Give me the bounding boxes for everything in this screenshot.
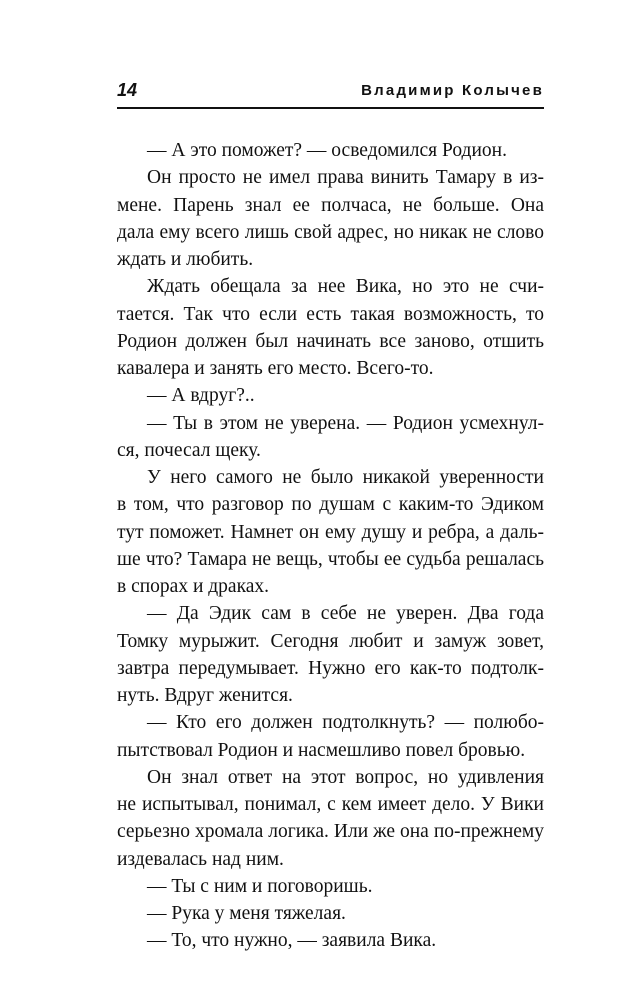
paragraph-line: серьезно хромала логика. Или же она по-прежнему (117, 821, 544, 843)
header-rule (117, 107, 544, 109)
paragraph-line: Он знал ответ на этот вопрос, но удивления (147, 766, 544, 788)
paragraph-line: — Рука у меня тяжелая. (147, 903, 346, 924)
paragraph-line: ждать и любить. (117, 249, 254, 270)
paragraph-line: завтра передумывает. Нужно его как-то подтолк- (117, 657, 544, 679)
paragraph-line: в спорах и драках. (117, 576, 270, 597)
running-head (117, 80, 544, 106)
paragraph-line: Родион должен был начинать все заново, отшить (117, 330, 544, 352)
paragraph-line: тут поможет. Намнет он ему душу и ребра, а даль- (117, 521, 544, 543)
paragraph-line: издевалась над ним. (117, 848, 284, 870)
paragraph-line: кавалера и занять его место. Всего-то. (117, 358, 434, 379)
paragraph-line: пытствовал Родион и насмешливо повел бровью. (117, 739, 526, 761)
paragraph-line: — Ты с ним и поговоришь. (147, 875, 373, 897)
paragraph-line: ше что? Тамара не вещь, чтобы ее судьба решалась (117, 548, 544, 570)
paragraph-line: — То, что нужно, — заявила Вика. (147, 930, 437, 952)
paragraph-line: — Ты в этом не уверена. — Родион усмехнул- (147, 412, 544, 434)
body-text (117, 137, 544, 955)
paragraph-line: — А вдруг?.. (147, 385, 255, 407)
paragraph-line: — Кто его должен подтолкнуть? — полюбо- (147, 712, 544, 734)
paragraph-line: Ждать обещала за нее Вика, но это не счи- (147, 276, 544, 298)
paragraph-line: Он просто не имел права винить Тамару в из- (147, 167, 544, 189)
paragraph-line: нуть. Вдруг женится. (117, 685, 293, 706)
paragraph-line: — А это поможет? — осведомился Родион. (147, 140, 507, 161)
paragraph-line: — Да Эдик сам в себе не уверен. Два года (147, 603, 544, 625)
paragraph-line: тается. Так что если есть такая возможность, то (117, 303, 544, 325)
paragraph-line: ся, почесал щеку. (117, 439, 261, 461)
paragraph-line: дала ему всего лишь свой адрес, но никак не слово (117, 221, 544, 243)
paragraph-line: мене. Парень знал ее полчаса, не больше. Она (117, 194, 544, 216)
paragraph-line: У него самого не было никакой уверенности (147, 467, 544, 488)
page-number: 14 (117, 80, 138, 100)
paragraph-line: Томку мурыжит. Сегодня любит и замуж зовет, (117, 630, 544, 652)
author-name: Владимир Колычев (361, 82, 544, 99)
paragraph-line: не испытывал, понимал, с кем имеет дело. У Вики (117, 794, 544, 815)
paragraph-line: в том, что разговор по душам с каким-то Эдиком (117, 494, 544, 516)
